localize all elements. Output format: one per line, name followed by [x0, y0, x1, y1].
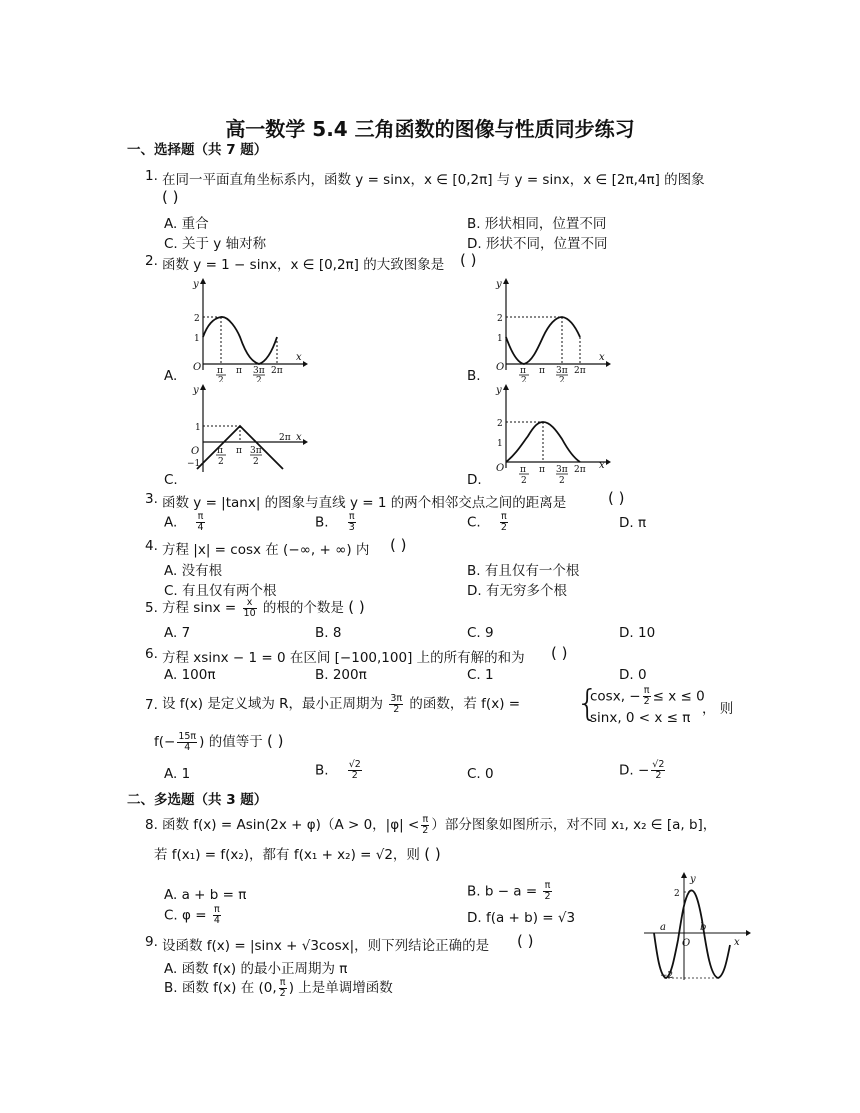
question-text: 函数 f(x) = Asin(2x + φ)（A > 0，|φ| < $\frac{\pi}{2}$ ）部分图象如图所示，对不同 x₁, x₂ ∈ [a, b]，	[162, 813, 717, 836]
tick-1: 1	[194, 334, 200, 344]
question-number: 8.	[145, 817, 158, 833]
tick-pi-half-d: 2	[521, 476, 527, 484]
option-d: D. 形状不同，位置不同	[467, 236, 608, 252]
question-text: 设函数 f(x) = |sinx + √3cosx|，则下列结论正确的是	[162, 938, 490, 954]
point-a-label: a	[660, 922, 666, 933]
question-text: 方程 sinx = $\frac{x}{10}$ 的根的个数是 ( )	[162, 596, 365, 619]
answer-parentheses: ( )	[348, 598, 365, 616]
fraction: $\frac{\pi}{2}$	[544, 880, 551, 902]
y-axis-label: y	[193, 385, 199, 396]
section-heading-choice: 一、选择题（共 7 题）	[127, 142, 268, 158]
answer-parentheses: ( )	[608, 489, 625, 507]
option-c: C. 1	[467, 667, 494, 683]
x-axis-label: x	[599, 460, 605, 471]
option-c: C. 0	[467, 766, 494, 782]
tick-pi-half-d: 2	[521, 376, 527, 382]
option-b: B. 有且仅有一个根	[467, 563, 580, 579]
graph-option-c	[183, 384, 308, 478]
tick-2: 2	[674, 889, 680, 899]
y-axis-label: y	[193, 279, 199, 290]
graph-q8-figure	[640, 870, 752, 982]
fraction: $\frac{\pi}{2}$	[279, 976, 286, 999]
origin-label: O	[682, 938, 691, 949]
fraction: $\frac{√2}{2}$	[652, 759, 665, 781]
option-b: B.	[467, 368, 481, 384]
question-text-line2: 若 f(x₁) = f(x₂)，都有 f(x₁ + x₂) = √2，则 ( )	[154, 845, 441, 863]
piecewise-brace: {	[576, 683, 599, 724]
option-c: C. 关于 y 轴对称	[164, 236, 267, 252]
answer-parentheses: ( )	[424, 845, 441, 863]
y-axis-label: y	[690, 874, 696, 885]
question-text: 函数 y = 1 − sinx，x ∈ [0,2π] 的大致图象是	[162, 257, 445, 273]
option-a: A. 没有根	[164, 563, 223, 579]
graph-option-a	[183, 278, 308, 382]
option-label: A.	[164, 514, 178, 531]
y-axis-label: y	[496, 385, 502, 396]
tick-neg-2: −2	[660, 971, 674, 981]
tick-2pi: 2π	[279, 433, 291, 443]
x-axis-label: x	[296, 352, 302, 363]
tick-1: 1	[497, 439, 503, 449]
question-number: 3.	[145, 491, 158, 507]
answer-parentheses: ( )	[162, 188, 179, 206]
tick-pi-half-d: 2	[218, 376, 224, 382]
option-a: A. 100π	[164, 667, 216, 683]
piecewise-case-1: cosx, − $\frac{\pi}{2}$ ≤ x ≤ 0	[590, 685, 705, 707]
option-b: B. 函数 f(x) 在 (0, $\frac{\pi}{2}$ ) 上是单调增函数	[164, 976, 393, 999]
tick-3pi-half-d: 2	[559, 476, 565, 484]
question-text: 设 f(x) 是定义域为 R，最小正周期为 $\frac{3\pi}{2}$ 的函数，若 f(x) =	[162, 692, 521, 715]
option-label: B.	[315, 514, 329, 531]
fraction: $\frac{\pi}{2}$	[500, 511, 507, 533]
tick-3pi-half-n: 3π	[250, 446, 262, 456]
answer-parentheses: ( )	[267, 732, 284, 750]
tick-3pi-half-d: 2	[253, 457, 259, 467]
question-number: 5.	[145, 600, 158, 616]
fraction: $\frac{\pi}{2}$	[422, 813, 429, 836]
fraction: $\frac{15\pi}{4}$	[178, 730, 197, 753]
option-b: B. b − a = $\frac{\pi}{2}$	[467, 880, 551, 902]
origin-label: O	[496, 463, 505, 474]
tick-3pi-half-n: 3π	[556, 465, 568, 475]
section-heading-multi: 二、多选题（共 3 题）	[127, 792, 268, 808]
tick-1: 1	[195, 423, 201, 433]
option-c: C. 有且仅有两个根	[164, 583, 277, 599]
option-d: D. 10	[619, 625, 656, 641]
option-a: A.	[164, 368, 178, 384]
option-d: D. π	[619, 515, 647, 531]
option-a: A. 函数 f(x) 的最小正周期为 π	[164, 961, 348, 977]
option-a: A. 重合	[164, 216, 209, 232]
question-number: 7.	[145, 697, 158, 713]
option-b: B. $\frac{√2}{2}$	[315, 759, 361, 781]
option-a: A. a + b = π	[164, 887, 247, 903]
option-label: C.	[467, 514, 481, 531]
option-d: D.	[467, 472, 482, 488]
question-number: 9.	[145, 934, 158, 950]
tick-pi-half-n: π	[217, 446, 223, 456]
option-d: D. − $\frac{√2}{2}$	[619, 759, 665, 781]
tick-pi: π	[236, 446, 242, 456]
fraction: $\frac{\pi}{3}$	[348, 511, 355, 533]
question-number: 1.	[145, 168, 158, 184]
question-text: 函数 y = |tanx| 的图象与直线 y = 1 的两个相邻交点之间的距离是	[162, 495, 567, 511]
fraction: $\frac{\pi}{4}$	[197, 511, 204, 533]
fraction: $\frac{\pi}{2}$	[643, 685, 650, 707]
option-a: A. 1	[164, 766, 191, 782]
y-axis-label: y	[496, 279, 502, 290]
origin-label: O	[193, 362, 202, 373]
answer-parentheses: ( )	[551, 644, 568, 662]
page-title: 高一数学 5.4 三角函数的图像与性质同步练习	[225, 117, 635, 141]
option-a	[164, 512, 207, 533]
question-number: 2.	[145, 253, 158, 269]
tick-pi-half-n: π	[520, 366, 526, 376]
answer-parentheses: ( )	[517, 932, 534, 950]
tick-2pi: 2π	[574, 465, 586, 475]
question-text-line2: f(− $\frac{15\pi}{4}$ ) 的值等于 ( )	[154, 730, 284, 753]
option-b: B. 8	[315, 625, 342, 641]
tick-3pi-half-d: 2	[256, 376, 262, 382]
graph-option-b	[486, 278, 611, 382]
origin-label: O	[496, 362, 505, 373]
fraction: $\frac{√2}{2}$	[348, 759, 361, 781]
fraction: $\frac{\pi}{4}$	[213, 904, 220, 926]
option-c: C.	[164, 472, 178, 488]
x-axis-label: x	[734, 937, 740, 948]
question-number: 4.	[145, 538, 158, 554]
tick-pi-half-n: π	[520, 465, 526, 475]
tick-2pi: 2π	[574, 366, 586, 376]
tick-2: 2	[497, 419, 503, 429]
option-b: B. 200π	[315, 667, 367, 683]
answer-parentheses: ( )	[460, 251, 477, 269]
option-d: D. f(a + b) = √3	[467, 910, 576, 926]
question-text-tail: ， 则	[702, 701, 734, 717]
piecewise-case-2: sinx, 0 < x ≤ π	[590, 710, 691, 726]
tick-2: 2	[497, 314, 503, 324]
option-d: D. 有无穷多个根	[467, 583, 567, 599]
x-axis-label: x	[599, 352, 605, 363]
tick-neg-1: −1	[187, 459, 201, 469]
tick-pi: π	[539, 465, 545, 475]
question-text: 在同一平面直角坐标系内，函数 y = sinx，x ∈ [0,2π] 与 y = sinx，x ∈ [2π,4π] 的图象	[162, 172, 705, 188]
option-a: A. 7	[164, 625, 191, 641]
point-b-label: b	[700, 922, 707, 933]
option-b	[315, 512, 358, 533]
question-text: 方程 xsinx − 1 = 0 在区间 [−100,100] 上的所有解的和为	[162, 650, 525, 666]
tick-3pi-half-d: 2	[559, 376, 565, 382]
origin-label: O	[191, 446, 200, 457]
question-text: 方程 |x| = cosx 在 (−∞, + ∞) 内	[162, 542, 370, 558]
option-c: C. 9	[467, 625, 494, 641]
tick-3pi-half-n: 3π	[253, 366, 265, 376]
tick-3pi-half-n: 3π	[556, 366, 568, 376]
answer-parentheses: ( )	[390, 536, 407, 554]
tick-1: 1	[497, 334, 503, 344]
x-axis-label: x	[296, 432, 302, 443]
option-c: C. φ = $\frac{\pi}{4}$	[164, 904, 220, 926]
graph-option-d	[486, 384, 611, 484]
tick-2: 2	[194, 314, 200, 324]
option-c	[467, 512, 510, 533]
tick-pi-half-n: π	[217, 366, 223, 376]
option-d: D. 0	[619, 667, 647, 683]
tick-pi: π	[539, 366, 545, 376]
fraction: $\frac{x}{10}$	[243, 596, 256, 619]
question-number: 6.	[145, 646, 158, 662]
tick-pi-half-d: 2	[218, 457, 224, 467]
option-b: B. 形状相同，位置不同	[467, 216, 607, 232]
tick-2pi: 2π	[271, 366, 283, 376]
fraction: $\frac{3\pi}{2}$	[390, 692, 403, 715]
tick-pi: π	[236, 366, 242, 376]
